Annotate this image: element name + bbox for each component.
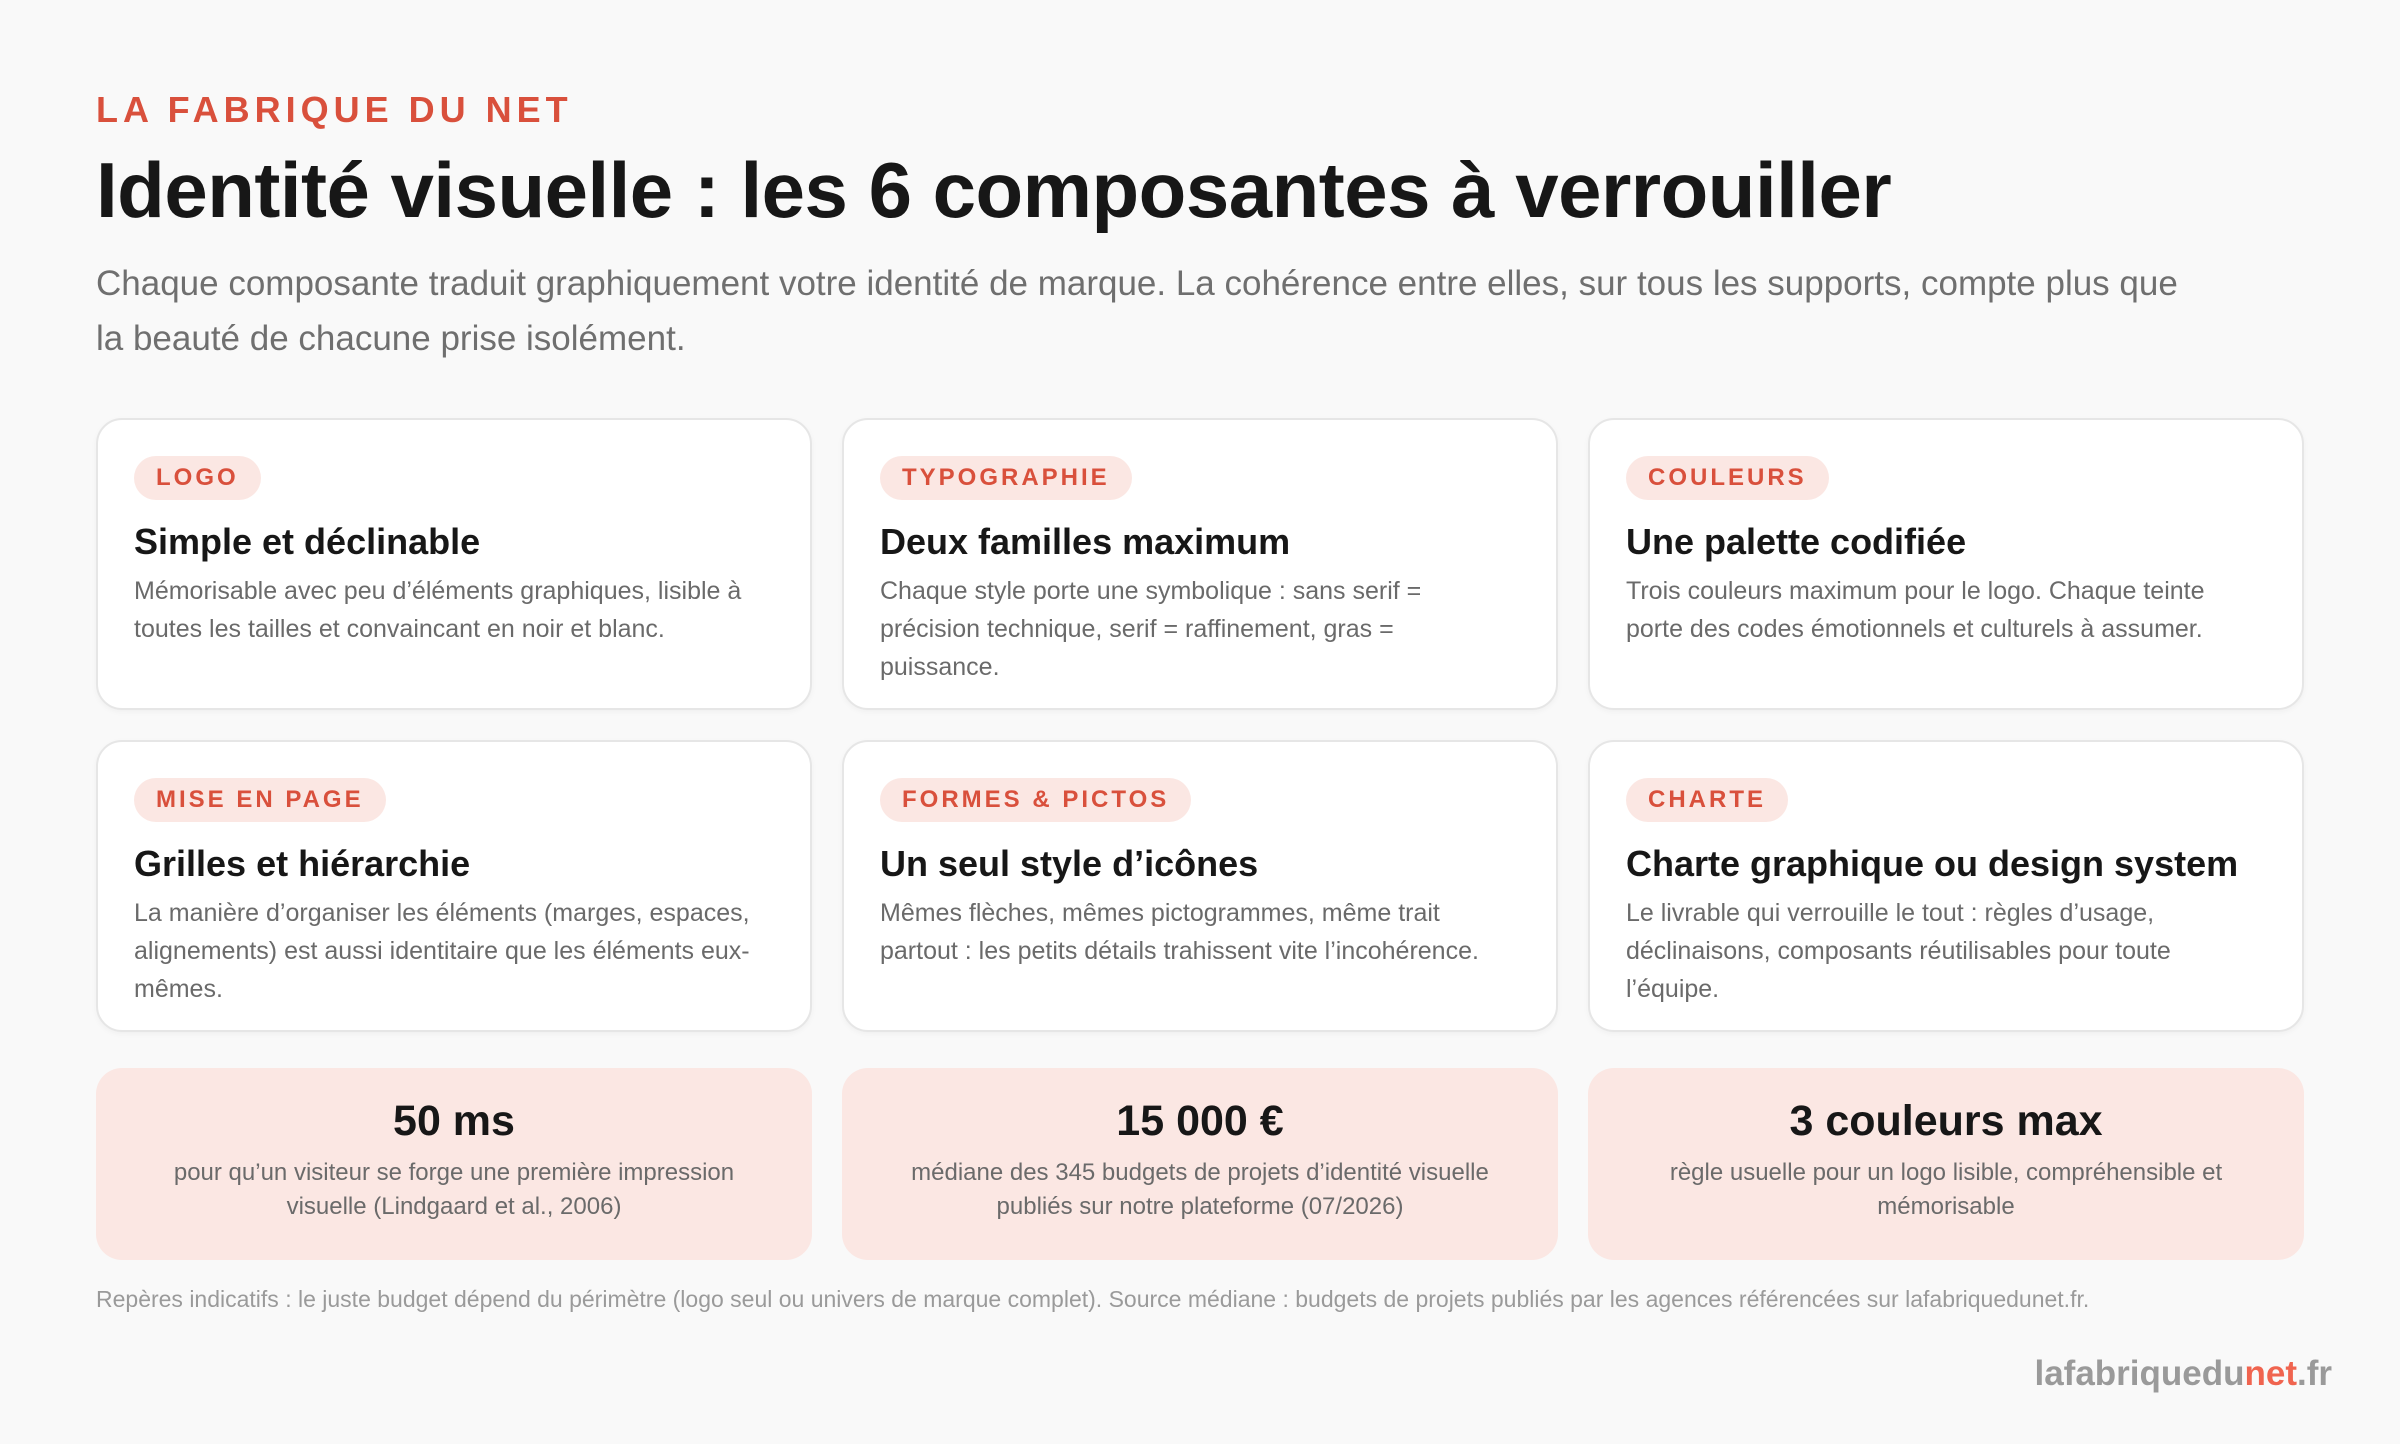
card-couleurs (1588, 418, 2304, 710)
stat-max-colors (1588, 1068, 2304, 1260)
stat-label: règle usuelle pour un logo lisible, compréhensible et mémorisable (1669, 1159, 2223, 1220)
card-typographie (842, 418, 1558, 710)
card-charte (1588, 740, 2304, 1032)
stat-first-impression (96, 1068, 812, 1260)
stat-value: 15 000 € (1116, 1097, 1284, 1145)
brand-suffix: .fr (2297, 1354, 2332, 1393)
infographic (96, 88, 2304, 1312)
card-tag: MISE EN PAGE (134, 778, 386, 822)
footnote: Repères indicatifs : le juste budget dépend du périmètre (logo seul ou univers de marque complet). Source médiane : budgets de projets publiés par les agences référencées sur lafabriquedunet.fr. (96, 1286, 2090, 1312)
brand-logo (2034, 1352, 2332, 1396)
components-grid (96, 418, 2304, 1032)
card-tag: CHARTE (1626, 778, 1788, 822)
card-text: Mémorisable avec peu d’éléments graphiques, lisible à toutes les tailles et convaincant en noir et blanc. (134, 577, 742, 643)
card-text: Le livrable qui verrouille le tout : règles d’usage, déclinaisons, composants réutilisables pour toute l’équipe. (1626, 899, 2171, 1003)
card-title: Grilles et hiérarchie (134, 843, 471, 884)
card-tag: TYPOGRAPHIE (880, 456, 1132, 500)
card-text: La manière d’organiser les éléments (marges, espaces, alignements) est aussi identitaire que les éléments eux-mêmes. (134, 899, 750, 1003)
card-title: Un seul style d’icônes (880, 843, 1259, 884)
card-tag: LOGO (134, 456, 261, 500)
card-title: Une palette codifiée (1626, 521, 1967, 562)
card-logo (96, 418, 812, 710)
page-title: Identité visuelle : les 6 composantes à verrouiller (96, 146, 1892, 234)
card-tag: COULEURS (1626, 456, 1829, 500)
card-text: Chaque style porte une symbolique : sans serif = précision technique, serif = raffinement, gras = puissance. (880, 577, 1422, 681)
stat-label: pour qu’un visiteur se forge une première impression visuelle (Lindgaard et al., 2006) (173, 1159, 735, 1220)
stat-label: médiane des 345 budgets de projets d’identité visuelle publiés sur notre plateforme (07/2026) (911, 1159, 1489, 1220)
card-title: Simple et déclinable (134, 521, 481, 562)
card-text: Trois couleurs maximum pour le logo. Chaque teinte porte des codes émotionnels et culturels à assumer. (1626, 577, 2205, 643)
stats-row (96, 1068, 2304, 1260)
card-title: Charte graphique ou design system (1626, 843, 2239, 884)
stat-value: 3 couleurs max (1789, 1097, 2103, 1145)
page-subtitle: Chaque composante traduit graphiquement votre identité de marque. La cohérence entre elles, sur tous les supports, compte plus que la beauté de chacune prise isolément. (96, 264, 2178, 358)
card-text: Mêmes flèches, mêmes pictogrammes, même trait partout : les petits détails trahissent vite l’incohérence. (880, 899, 1479, 965)
brand-prefix: lafabriquedu (2034, 1354, 2245, 1393)
card-formes-pictos (842, 740, 1558, 1032)
eyebrow: LA FABRIQUE DU NET (96, 89, 573, 130)
brand-accent: net (2244, 1354, 2297, 1393)
stat-value: 50 ms (393, 1097, 515, 1145)
card-tag: FORMES & PICTOS (880, 778, 1191, 822)
stat-median-budget (842, 1068, 1558, 1260)
card-title: Deux familles maximum (880, 521, 1291, 562)
card-mise-en-page (96, 740, 812, 1032)
